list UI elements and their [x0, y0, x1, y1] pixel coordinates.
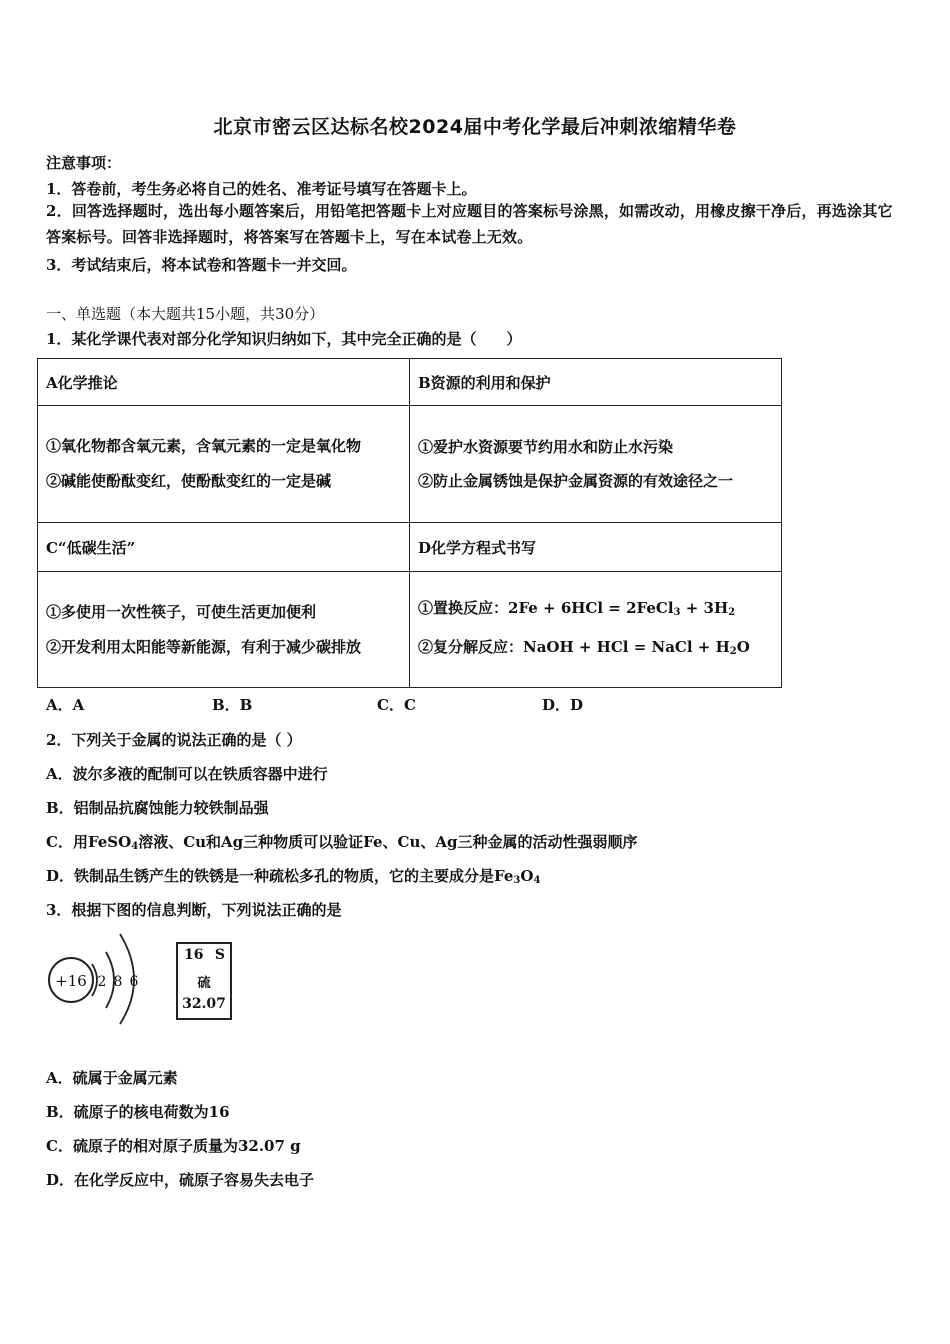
question-1-stem: 1．某化学课代表对部分化学知识归纳如下，其中完全正确的是（ ）	[46, 330, 522, 348]
q3-option-b[interactable]: B．硫原子的核电荷数为16	[46, 1103, 230, 1121]
choice-b[interactable]: B．B	[212, 696, 253, 714]
table-cell-a	[38, 406, 410, 523]
shell-count: 8	[113, 974, 123, 990]
q2-option-c[interactable]: C．用FeSO$_4$溶液、Cu和Ag三种物质可以验证Fe、Cu、Ag三种金属的活动性强弱顺序	[46, 833, 638, 852]
question-3-stem: 3．根据下图的信息判断，下列说法正确的是	[46, 901, 342, 919]
cell-line: ②防止金属锈蚀是保护金属资源的有效途径之一	[418, 472, 734, 490]
table-cell-d-header: D化学方程式书写	[410, 523, 782, 572]
q2-option-a[interactable]: A．波尔多液的配制可以在铁质容器中进行	[46, 765, 328, 783]
notice-heading: 注意事项：	[46, 154, 122, 172]
choice-c[interactable]: C．C	[377, 696, 416, 714]
q2-option-d[interactable]: D．铁制品生锈产生的铁锈是一种疏松多孔的物质，它的主要成分是$Fe_3O_4$	[46, 867, 541, 886]
equation-line: ①置换反应：2Fe + 6HCl = 2FeCl$_3$ + $3H_2$	[418, 598, 736, 618]
table-cell-a-header: A化学推论	[38, 359, 410, 406]
atomic-number: 16	[184, 947, 204, 963]
cell-line: ②碱能使酚酞变红，使酚酞变红的一定是碱	[46, 472, 332, 490]
q3-option-a[interactable]: A．硫属于金属元素	[46, 1069, 178, 1087]
table-cell-d	[410, 572, 782, 688]
notice-item: 3．考试结束后，将本试卷和答题卡一并交回。	[46, 256, 357, 274]
notice-item: 1．答卷前，考生务必将自己的姓名、准考证号填写在答题卡上。	[46, 180, 477, 198]
section-heading: 一、单选题（本大题共15小题，共30分）	[46, 305, 325, 323]
shell-count: 2	[97, 974, 107, 990]
atomic-mass: 32.07	[182, 996, 226, 1012]
choice-a[interactable]: A．A	[46, 696, 85, 714]
element-symbol: S	[214, 947, 225, 963]
q2-option-b[interactable]: B．铝制品抗腐蚀能力较铁制品强	[46, 799, 269, 817]
question-2-stem: 2．下列关于金属的说法正确的是（ ）	[46, 731, 302, 749]
q3-option-d[interactable]: D．在化学反应中，硫原子容易失去电子	[46, 1171, 315, 1189]
cell-line: ①爱护水资源要节约用水和防止水污染	[418, 438, 674, 456]
cell-line: ①氧化物都含氧元素，含氧元素的一定是氧化物	[46, 437, 362, 455]
table-cell-b-header: B资源的利用和保护	[410, 359, 782, 406]
cell-line: ①多使用一次性筷子，可使生活更加便利	[46, 602, 317, 621]
cell-line: ②开发利用太阳能等新能源，有利于减少碳排放	[46, 637, 362, 656]
periodic-element-card	[176, 942, 232, 1020]
element-name: 硫	[197, 976, 211, 991]
choice-d[interactable]: D．D	[542, 696, 584, 714]
q3-option-c[interactable]: C．硫原子的相对原子质量为32.07 g	[46, 1137, 301, 1155]
question-1-table	[37, 358, 782, 688]
nucleus-charge: +16	[55, 972, 87, 990]
table-cell-c-header: C“低碳生活”	[38, 523, 410, 572]
notice-item: 2．回答选择题时，选出每小题答案后，用铅笔把答题卡上对应题目的答案标号涂黑，如需改动，用橡皮擦干净后，再选涂其它答案标号。回答非选择题时，将答案写在答题卡上，写在本试卷上无效。	[46, 202, 893, 246]
page-title: 北京市密云区达标名校2024届中考化学最后冲刺浓缩精华卷	[213, 116, 737, 138]
equation-line: ②复分解反应：NaOH + HCl = NaCl + $H_2O$	[418, 637, 750, 657]
shell-count: 6	[129, 974, 139, 990]
table-cell-c	[38, 572, 410, 688]
table-cell-b	[410, 406, 782, 523]
